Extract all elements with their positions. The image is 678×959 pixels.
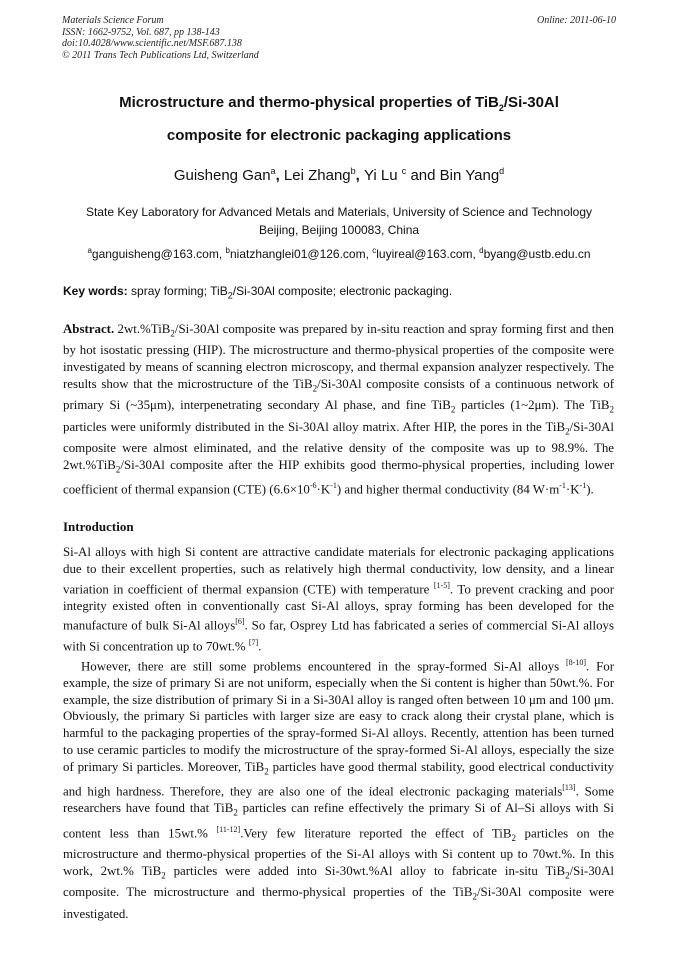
author-3: Yi Lu [363,167,398,184]
section-heading-introduction: Introduction [63,519,134,534]
author-2: Lei Zhang [283,167,351,184]
author-3-mark: c [401,166,407,176]
intro-sub: 2 [264,766,269,777]
intro-text: However, there are still some problems encountered in the spray-formed Si-Al alloys [81,658,567,673]
intro-text: Si-Al alloys with high Si content are attractive candidate materials for electronic packaging applications due to their excellent properties, such as relatively high thermal conductivity, low density, and a linear variation in coefficient of thermal expansion (CTE) with temperature [63,545,614,596]
citation: [11-12] [216,824,241,834]
abstract-sub: 2 [609,404,614,415]
author-4-mark: d [499,166,505,176]
intro-text: . Some researchers have found that TiB [63,784,614,816]
intro-sub: 2 [472,892,477,903]
intro-text: /Si-30Al composite. The microstructure and thermo-physical properties of the TiB [63,864,614,900]
abstract-exponent: -1 [579,481,587,491]
author-1-mark: a [270,166,276,176]
paper-title-line-1 [40,94,638,113]
author-4: and Bin Yang [410,167,500,184]
citation: [7] [248,637,259,647]
keywords-text-b: /Si-30Al composite; electronic packaging. [232,284,453,298]
title-subscript: 2 [498,103,504,113]
citation: [6] [235,617,245,627]
abstract-text: ) and higher thermal conductivity (84 W·m [336,482,560,497]
copyright-line: © 2011 Trans Tech Publications Ltd, Switzerland [62,49,259,61]
intro-text: particles were added into Si-30wt.%Al alloy to fabricate in-situ TiB [165,864,566,879]
email-b: niatzhanglei01@126.com, [229,247,369,261]
abstract-text: ·K [565,482,580,497]
abstract [63,321,614,498]
email-d: byang@ustb.edu.cn [483,247,591,261]
issn-line: ISSN: 1662-9752, Vol. 687, pp 138-143 [62,26,220,38]
intro-text: . [258,638,262,653]
abstract-exponent: -6 [309,481,317,491]
abstract-text: 2wt.%TiB [114,322,171,336]
intro-paragraph-1 [63,544,614,655]
email-a: ganguisheng@163.com, [91,247,223,261]
affiliation-line-1: State Key Laboratory for Advanced Metals and Materials, University of Science and Technology [85,205,593,219]
intro-text: /Si-30Al composite were investigated. [63,885,614,921]
intro-text: . To prevent cracking and poor integrity existed often in conventionally cast Si-Al alloys, spray forming has been developed for the manufacture of bulk Si-Al alloys [63,581,615,633]
citation: [1-5] [433,580,450,590]
affiliation [50,204,628,239]
intro-sub: 2 [233,807,238,818]
abstract-text: particles (1~2μm). The TiB [455,398,610,413]
affiliation-line-2: Beijing, Beijing 100083, China [258,222,420,237]
intro-paragraph-2 [63,655,614,923]
keywords-sub: 2 [227,290,233,301]
intro-text: particles have good thermal stability, good electrical conductivity and high hardness. Therefore, they are also one of the ideal electronic packaging materials [63,759,614,799]
intro-text: .Very few literature reported the effect of TiB [240,825,512,840]
intro-text: . For example, the size of primary Si are not uniform, especially when the Si content is higher than 50wt.%. For example, the size distribution of primary Si in a Si-30Al alloy is ranged often between 10 μm and 100 μm. Obviously, the primary Si particles with larger size are easy to crack along their crystal plane, which is harmful to the packaging properties of the spray-formed Si-Al alloys. Recently, attention has been turned to use ceramic particles to modify the microstructure of the spray-formed Si-Al alloys, especially the size of primary Si particles. Moreover, TiB [63,658,614,774]
abstract-text: /Si-30Al composite consists of a continuous network of primary Si (~35μm), interpenetrating secondary Al phase, and fine TiB [63,376,614,413]
email-list: $^a$ganguisheng@163.com, $^b$niatzhanglei01@126.com, $^c$luyireal@163.com, $^d$byang@ustb.edu.cn [87,246,591,261]
abstract-sub: 2 [115,464,121,475]
author-list: Guisheng Gan$^a$, Lei Zhang$^b$, Yi Lu $^c$ and Bin Yang$^d$ [173,166,505,184]
abstract-sub: 2 [450,404,456,415]
abstract-text: /Si-30Al composite was prepared by in-situ reaction and spray forming first and then by hot isostatic pressing (HIP). The microstructure and thermo-physical properties of the composite were investigated by means of scanning electron microscopy, and thermal expansion analyzer respectively. The results show that the microstructure of the TiB [63,322,614,391]
intro-text: particles can refine effectively the primary Si of Al–Si alloys with Si content less than 15wt.% [63,801,614,840]
intro-sub: 2 [565,870,570,881]
doi-line: doi:10.4028/www.scientific.net/MSF.687.138 [62,38,242,49]
abstract-text: /Si-30Al composite were almost eliminated, and the relative density of the composite was up to 98.9%. The 2wt.%TiB [63,419,614,472]
keywords-text-a: spray forming; TiB [127,284,228,298]
abstract-sub: 2 [312,383,318,394]
journal-header [62,15,259,61]
title-text-b: /Si-30Al [503,94,559,111]
introduction-body [63,544,614,923]
abstract-text: ). [586,482,594,497]
journal-name: Materials Science Forum [62,15,164,26]
abstract-sub: 2 [170,328,175,339]
keywords [63,284,452,300]
email-c: luyireal@163.com, [376,247,476,261]
keywords-label: Key words: [63,284,128,298]
paper-title-line-2: composite for electronic packaging applications [166,127,512,144]
online-date: Online: 2011-06-10 [537,15,616,26]
citation: [13] [562,783,576,793]
abstract-exponent: -1 [559,481,566,491]
intro-text: . So far, Osprey Ltd has fabricated a series of commercial Si-Al alloys with Si concentration up to 70wt.% [63,618,614,653]
abstract-text: ·K [316,482,331,497]
author-1: Guisheng Gan [173,167,271,184]
abstract-sub: 2 [565,426,570,437]
title-text-a: Microstructure and thermo-physical properties of TiB [119,94,499,111]
citation: [8-10] [566,657,587,667]
abstract-label: Abstract. [63,322,115,336]
intro-text: particles on the microstructure and thermo-physical properties of the Si-Al alloys with Si content up to 70wt.%. In this work, 2wt.% TiB [63,825,614,879]
abstract-exponent: -1 [330,481,337,491]
abstract-text: /Si-30Al composite after the HIP exhibits good thermo-physical properties, including lower coefficient of thermal expansion (CTE) (6.6×10 [63,457,614,497]
author-2-mark: b [350,166,356,176]
intro-sub: 2 [511,832,516,843]
abstract-text: particles were uniformly distributed in the Si-30Al alloy matrix. After HIP, the pores in the TiB [63,419,566,434]
intro-sub: 2 [161,870,166,881]
